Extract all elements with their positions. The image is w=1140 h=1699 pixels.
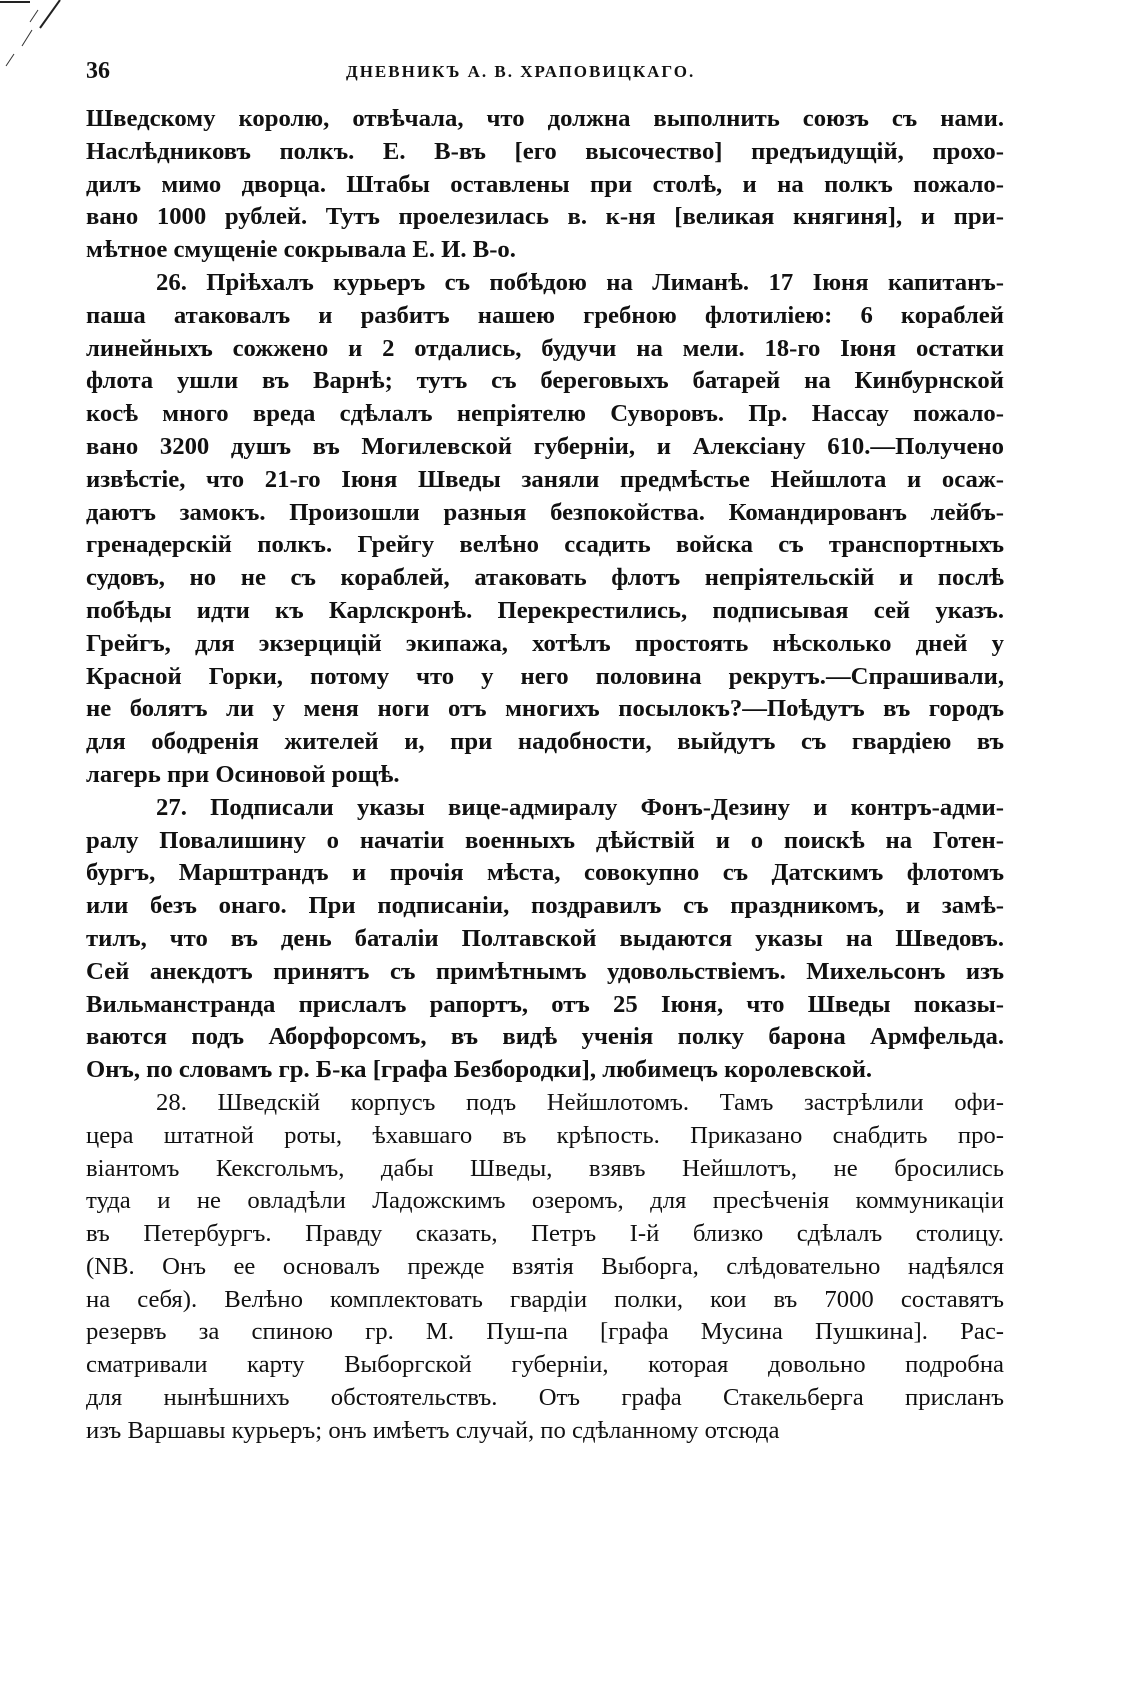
text-line: ваются подъ Аборфорсомъ, въ видѣ ученія полку барона Армфельда. bbox=[86, 1023, 1004, 1051]
text-line: дилъ мимо дворца. Штабы оставлены при столѣ, и на полкъ пожало- bbox=[86, 170, 1004, 198]
paragraph bbox=[86, 1087, 1004, 1448]
text-line: вано 1000 рублей. Тутъ проелезилась в. к-ня [великая княгиня], и при- bbox=[86, 203, 1004, 231]
text-line: Шведскому королю, отвѣчала, что должна выполнить союзъ съ нами. bbox=[86, 105, 1004, 132]
page-header bbox=[86, 56, 1004, 86]
text-line: Онъ, по словамъ гр. Б-ка [графа Безбородки], любимецъ королевской. bbox=[86, 1056, 873, 1084]
text-line: даютъ замокъ. Произошли разныя безпокойства. Командированъ лейбъ- bbox=[86, 498, 1004, 526]
corner-scan-mark bbox=[0, 0, 70, 80]
text-line: не болятъ ли у меня ноги отъ многихъ посылокъ?—Поѣдутъ въ городъ bbox=[86, 695, 1004, 723]
text-line: 27. Подписали указы вице-адмиралу Фонъ-Дезину и контръ-адми- bbox=[156, 793, 1004, 821]
text-line: тилъ, что въ день баталіи Полтавской выдаются указы на Шведовъ. bbox=[86, 924, 1004, 952]
text-line: віантомъ Кексгольмъ, дабы Шведы, взявъ Нейшлотъ, не бросились bbox=[86, 1154, 1004, 1182]
text-line: ралу Повалишину о начатіи военныхъ дѣйствій и о поискѣ на Готен- bbox=[86, 826, 1004, 854]
text-line: 28. Шведскій корпусъ подъ Нейшлотомъ. Тамъ застрѣлили офи- bbox=[156, 1088, 1004, 1116]
text-line: паша атаковалъ и разбитъ нашею гребною флотиліею: 6 кораблей bbox=[86, 301, 1004, 329]
text-line: лагерь при Осиновой рощѣ. bbox=[86, 760, 400, 788]
text-line: 26. Пріѣхалъ курьеръ съ побѣдою на Лиманѣ. 17 Іюня капитанъ- bbox=[156, 268, 1004, 296]
text-line: изъ Варшавы курьеръ; онъ имѣетъ случай, по сдѣланному отсюда bbox=[86, 1416, 780, 1444]
paragraph bbox=[86, 103, 1004, 267]
text-line: въ Петербургъ. Правду сказать, Петръ I-й близко сдѣлалъ столицу. bbox=[86, 1220, 1004, 1248]
text-line: извѣстіе, что 21-го Іюня Шведы заняли предмѣстье Нейшлота и осаж- bbox=[86, 465, 1004, 493]
paragraph bbox=[86, 267, 1004, 792]
text-line: мѣтное смущеніе сокрывала Е. И. В-о. bbox=[86, 236, 516, 264]
text-line: вано 3200 душъ въ Могилевской губерніи, и Алексіану 610.—Получено bbox=[86, 432, 1004, 460]
text-line: резервъ за спиною гр. М. Пуш-па [графа Мусина Пушкина]. Рас- bbox=[86, 1318, 1004, 1346]
body-text bbox=[86, 103, 1004, 1448]
text-line: Грейгъ, для экзерцицій экипажа, хотѣлъ простоять нѣсколько дней у bbox=[86, 629, 1004, 657]
paragraph bbox=[86, 792, 1004, 1087]
text-line: косѣ много вреда сдѣлалъ непріятелю Суворовъ. Пр. Нассау пожало- bbox=[86, 400, 1004, 428]
text-line: Вильманстранда прислалъ рапортъ, отъ 25 Іюня, что Шведы показы- bbox=[86, 990, 1004, 1018]
text-line: Наслѣдниковъ полкъ. Е. В-въ [его высочество] предъидущій, прохо- bbox=[86, 137, 1004, 165]
text-line: для нынѣшнихъ обстоятельствъ. Отъ графа Стакельберга присланъ bbox=[86, 1384, 1004, 1412]
text-line: Сей анекдотъ принятъ съ примѣтнымъ удовольствіемъ. Михельсонъ изъ bbox=[86, 957, 1004, 985]
text-line: для ободренія жителей и, при надобности, выйдутъ съ гвардіею въ bbox=[86, 728, 1004, 756]
text-line: линейныхъ сожжено и 2 отдались, будучи на мели. 18-го Іюня остатки bbox=[86, 334, 1004, 362]
page-number: 36 bbox=[86, 58, 110, 84]
text-line: судовъ, но не съ кораблей, атаковать флотъ непріятельскій и послѣ bbox=[86, 564, 1004, 592]
running-head: ДНЕВНИКЪ А. В. ХРАПОВИЦКАГО. bbox=[346, 62, 696, 81]
text-line: бургъ, Марштрандъ и прочія мѣста, совокупно съ Датскимъ флотомъ bbox=[86, 859, 1004, 887]
text-line: гренадерскій полкъ. Грейгу велѣно ссадить войска съ транспортныхъ bbox=[86, 531, 1004, 559]
text-line: сматривали карту Выборгской губерніи, которая довольно подробна bbox=[86, 1351, 1004, 1379]
text-line: или безъ онаго. При подписаніи, поздравилъ съ праздникомъ, и замѣ- bbox=[86, 892, 1004, 920]
text-line: туда и не овладѣли Ладожскимъ озеромъ, для пресѣченія коммуникаціи bbox=[86, 1187, 1004, 1215]
text-line: побѣды идти къ Карлскронѣ. Перекрестились, подписывая сей указъ. bbox=[86, 596, 1004, 624]
text-line: флота ушли въ Варнѣ; тутъ съ береговыхъ батарей на Кинбурнской bbox=[86, 367, 1004, 395]
text-line: на себя). Велѣно комплектовать гвардіи полки, кои въ 7000 составятъ bbox=[86, 1285, 1004, 1313]
text-line: (NB. Онъ ее основалъ прежде взятія Выборга, слѣдовательно надѣялся bbox=[86, 1252, 1004, 1280]
text-line: цера штатной роты, ѣхавшаго въ крѣпость. Приказано снабдить про- bbox=[86, 1121, 1004, 1149]
text-line: Красной Горки, потому что у него половина рекрутъ.—Спрашивали, bbox=[86, 662, 1004, 690]
